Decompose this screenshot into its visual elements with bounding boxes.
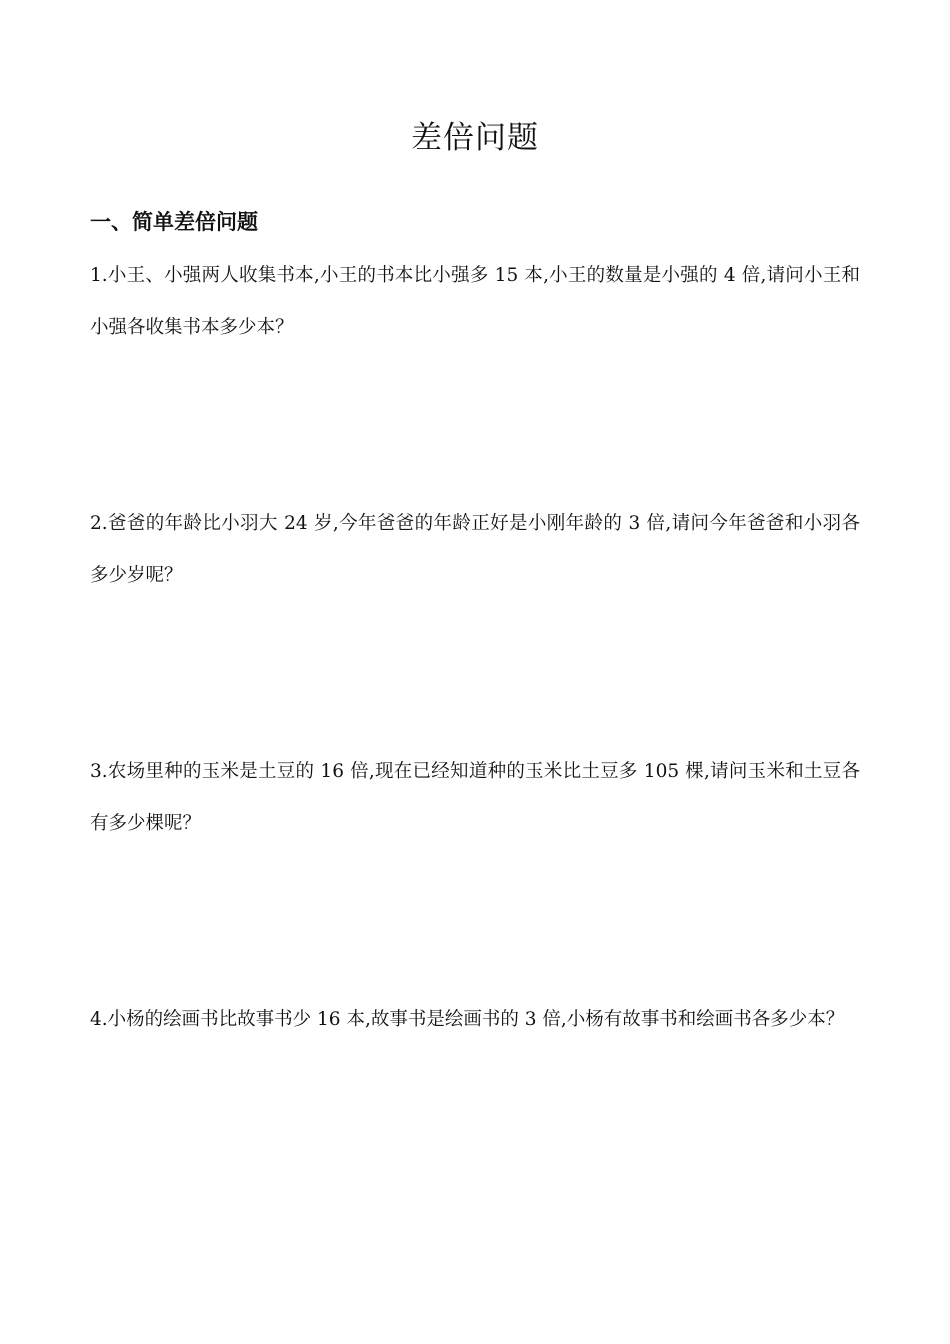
question-3: 3.农场里种的玉米是土豆的 16 倍,现在已经知道种的玉米比土豆多 105 棵,请问玉米和土豆各有多少棵呢？ [90,761,860,834]
question-4: 4.小杨的绘画书比故事书少 16 本,故事书是绘画书的 3 倍,小杨有故事书和绘画书各多少本？ [90,1009,845,1030]
section-heading: 一、简单差倍问题 [90,210,258,234]
page-title: 差倍问题 [411,120,539,156]
question-2: 2.爸爸的年龄比小羽大 24 岁,今年爸爸的年龄正好是小刚年龄的 3 倍,请问今年爸爸和小羽各多少岁呢？ [90,513,860,586]
question-1: 1.小王、小强两人收集书本,小王的书本比小强多 15 本,小王的数量是小强的 4 倍,请问小王和小强各收集书本多少本？ [90,265,860,338]
